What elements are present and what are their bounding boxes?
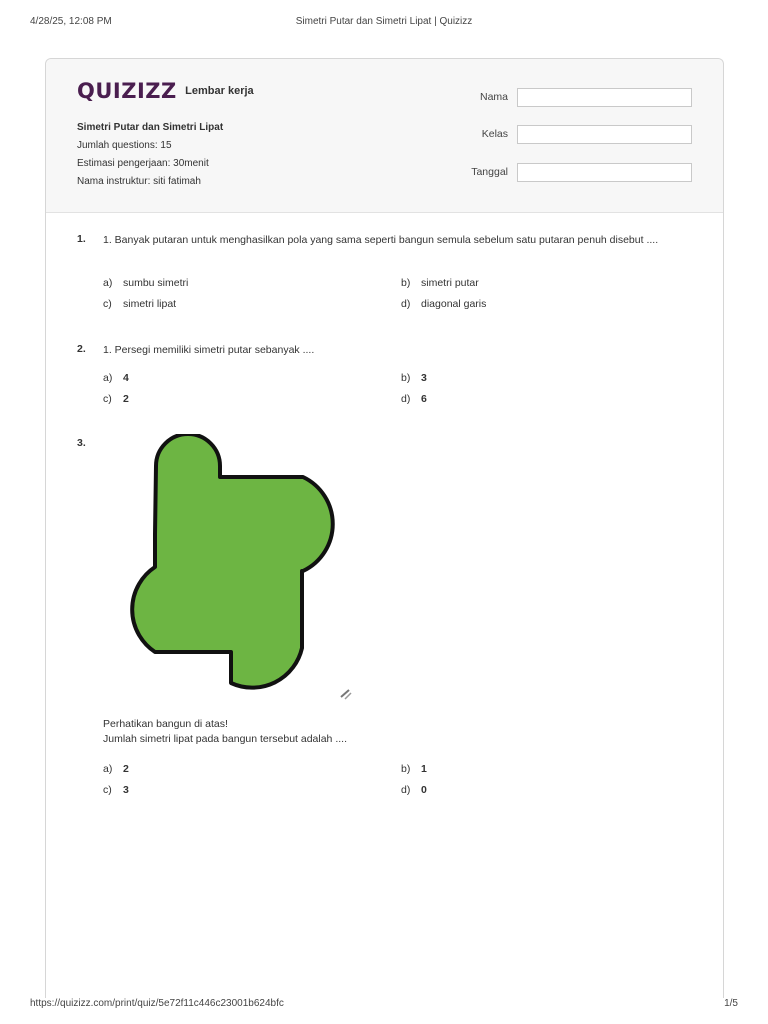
date-input-box[interactable] xyxy=(517,163,692,182)
option-letter: c) xyxy=(103,298,112,310)
option-letter: a) xyxy=(103,763,113,775)
option-letter: b) xyxy=(401,277,411,289)
print-footer xyxy=(30,998,738,1012)
q2-option-c xyxy=(103,393,129,405)
option-letter: d) xyxy=(401,393,411,405)
option-text: 3 xyxy=(421,372,427,384)
brand xyxy=(77,79,254,107)
option-text: sumbu simetri xyxy=(123,277,189,289)
option-letter: a) xyxy=(103,277,113,289)
option-text: 6 xyxy=(421,393,427,405)
option-letter: d) xyxy=(401,298,411,310)
option-letter: a) xyxy=(103,372,113,384)
option-text: diagonal garis xyxy=(421,298,487,310)
q1-option-c xyxy=(103,298,176,310)
question-3-figure xyxy=(103,434,358,706)
q2-option-b xyxy=(401,372,427,384)
q3-option-b xyxy=(401,763,427,775)
clover-shape-image xyxy=(103,434,358,706)
quizizz-logo: QUIZIZZ xyxy=(77,79,177,103)
q3-option-d xyxy=(401,784,427,796)
worksheet xyxy=(45,58,724,998)
estimated-time: Estimasi pengerjaan: 30menit xyxy=(77,158,209,169)
question-number: 3. xyxy=(77,437,86,449)
q1-option-d xyxy=(401,298,486,310)
date-label: Tanggal xyxy=(471,166,508,178)
question-3-text xyxy=(103,717,347,747)
print-title: Simetri Putar dan Simetri Lipat | Quizizz xyxy=(295,16,473,27)
q1-option-b xyxy=(401,277,479,289)
clover-shape xyxy=(132,434,333,688)
option-letter: b) xyxy=(401,372,411,384)
class-label: Kelas xyxy=(481,128,508,140)
print-date: 4/28/25, 12:08 PM xyxy=(30,16,112,27)
option-text: 0 xyxy=(421,784,427,796)
question-number: 2. xyxy=(77,343,86,355)
question-number: 1. xyxy=(77,233,86,245)
q3-option-c xyxy=(103,784,129,796)
q3-option-a xyxy=(103,763,129,775)
option-text: 2 xyxy=(123,763,129,775)
option-text: 1 xyxy=(421,763,427,775)
name-label: Nama xyxy=(479,91,508,103)
name-input-box[interactable] xyxy=(517,88,692,107)
question-count: Jumlah questions: 15 xyxy=(77,140,172,151)
option-text: simetri lipat xyxy=(123,298,177,310)
question-text: 1. Persegi memiliki simetri putar sebanyak .... xyxy=(103,344,315,356)
option-text: 2 xyxy=(123,393,129,405)
question-text: 1. Banyak putaran untuk menghasilkan pola yang sama seperti bangun semula sebelum satu putaran penuh disebut .... xyxy=(103,234,659,246)
option-letter: c) xyxy=(103,393,112,405)
q1-option-a xyxy=(103,277,188,289)
quiz-meta xyxy=(77,119,223,191)
option-text: 3 xyxy=(123,784,129,796)
class-input-box[interactable] xyxy=(517,125,692,144)
quiz-title: Simetri Putar dan Simetri Lipat xyxy=(77,122,224,133)
option-letter: d) xyxy=(401,784,411,796)
option-letter: c) xyxy=(103,784,112,796)
logo-subtitle: Lembar kerja xyxy=(185,85,254,97)
q2-option-d xyxy=(401,393,427,405)
question-3-line-2: Jumlah simetri lipat pada bangun tersebut adalah .... xyxy=(103,733,347,745)
print-header xyxy=(30,16,738,32)
option-letter: b) xyxy=(401,763,411,775)
page-indicator: 1/5 xyxy=(724,998,738,1009)
watermark-mark xyxy=(341,690,351,699)
worksheet-header xyxy=(46,59,723,213)
instructor-name: Nama instruktur: siti fatimah xyxy=(77,176,201,187)
option-text: simetri putar xyxy=(421,277,479,289)
print-url: https://quizizz.com/print/quiz/5e72f11c446c23001b624bfc xyxy=(30,998,284,1009)
option-text: 4 xyxy=(123,372,129,384)
question-3-line-1: Perhatikan bangun di atas! xyxy=(103,718,228,730)
q2-option-a xyxy=(103,372,129,384)
